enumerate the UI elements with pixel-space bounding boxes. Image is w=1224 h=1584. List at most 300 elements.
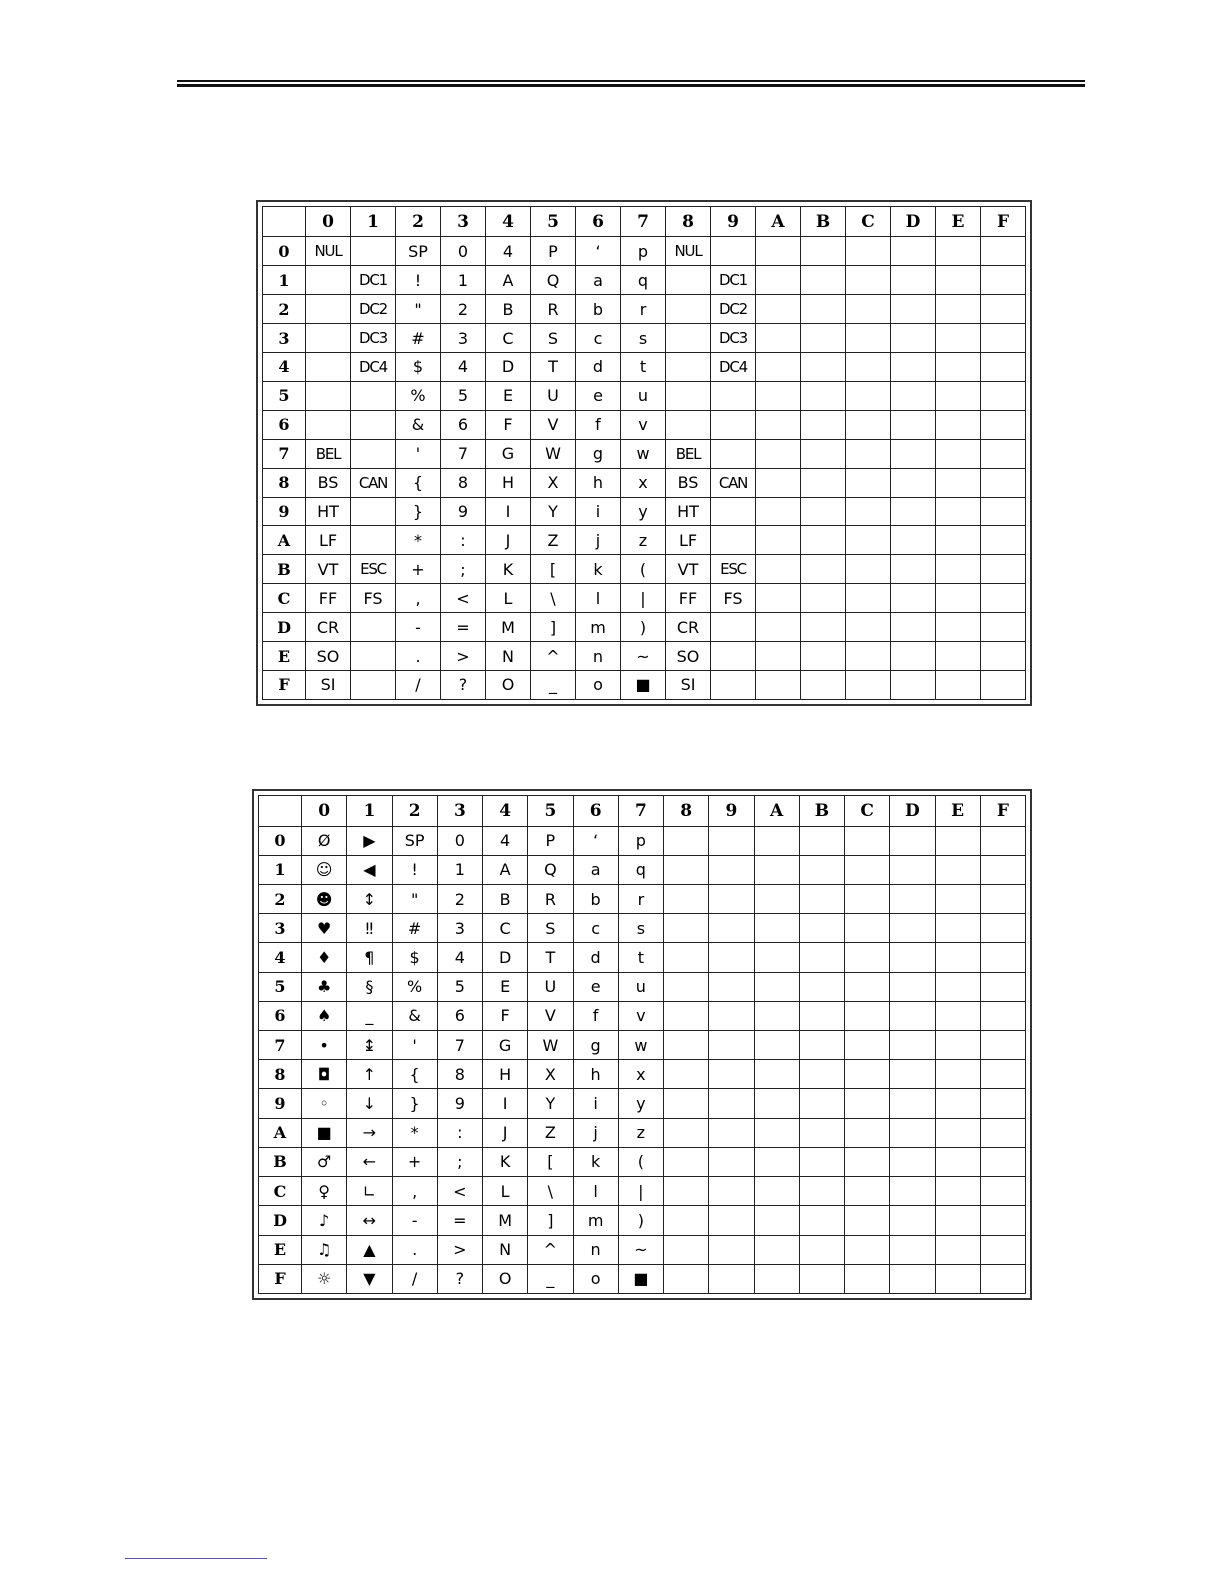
char-cell: % [392, 972, 437, 1001]
column-header: D [890, 796, 935, 827]
char-cell [981, 526, 1026, 555]
char-cell [801, 381, 846, 410]
char-cell: [ [531, 555, 576, 584]
char-cell [799, 1001, 844, 1030]
char-cell [936, 295, 981, 324]
char-cell [846, 295, 891, 324]
char-cell [936, 468, 981, 497]
char-cell: M [483, 1206, 528, 1235]
char-cell [754, 1177, 799, 1206]
char-cell: Q [531, 266, 576, 295]
char-cell: SO [666, 642, 711, 671]
char-cell [799, 826, 844, 855]
char-cell [936, 555, 981, 584]
char-cell: [ [528, 1147, 573, 1176]
table-row [259, 1001, 1026, 1030]
char-cell [351, 410, 396, 439]
char-cell [351, 526, 396, 555]
char-cell: * [396, 526, 441, 555]
char-cell: ) [621, 613, 666, 642]
char-cell [936, 381, 981, 410]
char-cell [801, 295, 846, 324]
column-header: D [891, 207, 936, 237]
char-cell: l [576, 584, 621, 613]
char-cell [709, 885, 754, 914]
char-cell: q [618, 855, 663, 884]
char-cell [980, 1235, 1025, 1264]
char-cell [709, 1235, 754, 1264]
char-cell [935, 885, 980, 914]
char-cell [846, 584, 891, 613]
char-cell: SO [306, 642, 351, 671]
char-cell: { [396, 468, 441, 497]
table-row [259, 972, 1026, 1001]
char-cell: W [531, 439, 576, 468]
char-cell: ‘ [576, 237, 621, 266]
code-table-1 [262, 206, 1026, 700]
row-header: 4 [263, 352, 306, 381]
char-cell [936, 352, 981, 381]
char-cell: < [437, 1177, 482, 1206]
char-cell: 4 [483, 826, 528, 855]
char-cell [891, 555, 936, 584]
char-cell: ‘ [573, 826, 618, 855]
char-cell [846, 410, 891, 439]
char-cell: 6 [437, 1001, 482, 1030]
char-cell [936, 266, 981, 295]
char-cell: K [486, 555, 531, 584]
row-header: 3 [259, 914, 302, 943]
char-cell: \ [528, 1177, 573, 1206]
table-row [263, 352, 1026, 381]
char-cell [756, 266, 801, 295]
char-cell [890, 972, 935, 1001]
char-cell: + [396, 555, 441, 584]
char-cell [801, 352, 846, 381]
column-header: 2 [396, 207, 441, 237]
char-cell: ESC [351, 555, 396, 584]
table-row [263, 526, 1026, 555]
char-cell [801, 526, 846, 555]
char-cell [709, 1001, 754, 1030]
char-cell: Z [528, 1118, 573, 1147]
char-cell [936, 497, 981, 526]
char-cell: - [396, 613, 441, 642]
char-cell [756, 497, 801, 526]
char-cell [936, 584, 981, 613]
char-cell [981, 584, 1026, 613]
char-cell [711, 613, 756, 642]
char-cell [709, 1264, 754, 1293]
char-cell [890, 885, 935, 914]
char-cell [754, 1118, 799, 1147]
char-cell: ↑ [347, 1060, 392, 1089]
char-cell [891, 410, 936, 439]
char-cell [981, 410, 1026, 439]
char-cell [799, 1060, 844, 1089]
char-cell: # [392, 914, 437, 943]
char-cell [936, 526, 981, 555]
char-cell: ♪ [302, 1206, 347, 1235]
char-cell: F [483, 1001, 528, 1030]
char-cell [306, 295, 351, 324]
column-header: C [845, 796, 890, 827]
char-cell: , [396, 584, 441, 613]
char-cell: BEL [666, 439, 711, 468]
char-cell [799, 1177, 844, 1206]
char-cell [890, 1089, 935, 1118]
char-cell [799, 1206, 844, 1235]
char-cell [754, 1147, 799, 1176]
char-cell: P [528, 826, 573, 855]
char-cell [799, 1264, 844, 1293]
char-cell [756, 439, 801, 468]
char-cell: CR [306, 613, 351, 642]
column-header: 0 [302, 796, 347, 827]
char-cell: 9 [441, 497, 486, 526]
char-cell: ? [441, 670, 486, 699]
char-cell: ♫ [302, 1235, 347, 1264]
char-cell: ~ [621, 642, 666, 671]
char-cell [799, 972, 844, 1001]
char-cell [935, 914, 980, 943]
char-cell [711, 237, 756, 266]
char-cell: C [483, 914, 528, 943]
char-cell [351, 670, 396, 699]
char-cell [711, 670, 756, 699]
char-cell [890, 1031, 935, 1060]
char-cell [980, 1118, 1025, 1147]
char-cell [801, 670, 846, 699]
char-cell [890, 914, 935, 943]
char-cell [935, 1060, 980, 1089]
char-cell: ← [347, 1147, 392, 1176]
char-cell [754, 943, 799, 972]
char-cell [846, 613, 891, 642]
char-cell: ♥ [302, 914, 347, 943]
char-cell: DC2 [711, 295, 756, 324]
column-header: 1 [347, 796, 392, 827]
char-cell: g [573, 1031, 618, 1060]
char-cell: _ [531, 670, 576, 699]
char-cell: ] [531, 613, 576, 642]
char-cell [891, 526, 936, 555]
char-cell: SP [392, 826, 437, 855]
char-cell: ^ [531, 642, 576, 671]
char-cell: ( [618, 1147, 663, 1176]
column-header: A [754, 796, 799, 827]
char-cell [845, 1177, 890, 1206]
char-cell [981, 555, 1026, 584]
char-cell [845, 1206, 890, 1235]
char-cell: H [486, 468, 531, 497]
row-header: 8 [263, 468, 306, 497]
char-cell [936, 439, 981, 468]
row-header: C [259, 1177, 302, 1206]
char-cell: F [486, 410, 531, 439]
char-cell: ■ [621, 670, 666, 699]
char-cell [890, 1001, 935, 1030]
char-cell [981, 381, 1026, 410]
table-row [263, 613, 1026, 642]
char-cell: • [302, 1031, 347, 1060]
char-cell [799, 1235, 844, 1264]
char-cell: _ [528, 1264, 573, 1293]
row-header: A [263, 526, 306, 555]
table-row [263, 642, 1026, 671]
char-cell: 5 [441, 381, 486, 410]
char-cell [351, 497, 396, 526]
char-cell [756, 381, 801, 410]
char-cell [664, 855, 709, 884]
char-cell: DC4 [351, 352, 396, 381]
column-header: B [801, 207, 846, 237]
table-row [263, 555, 1026, 584]
column-header: F [981, 207, 1026, 237]
char-cell [709, 1177, 754, 1206]
char-cell [664, 1089, 709, 1118]
char-cell [891, 613, 936, 642]
char-cell: O [483, 1264, 528, 1293]
table-row [259, 1177, 1026, 1206]
char-cell: ■ [302, 1118, 347, 1147]
row-header: F [259, 1264, 302, 1293]
char-cell [980, 1089, 1025, 1118]
char-cell [981, 468, 1026, 497]
char-cell: BS [306, 468, 351, 497]
char-cell: ☺ [302, 855, 347, 884]
char-cell: O [486, 670, 531, 699]
char-cell: ' [396, 439, 441, 468]
char-cell: a [576, 266, 621, 295]
char-cell [664, 1031, 709, 1060]
char-cell [799, 1147, 844, 1176]
row-header: 0 [259, 826, 302, 855]
char-cell: ♣ [302, 972, 347, 1001]
char-cell: f [576, 410, 621, 439]
char-cell [801, 642, 846, 671]
char-cell: . [392, 1235, 437, 1264]
char-cell: I [483, 1089, 528, 1118]
char-cell [351, 237, 396, 266]
char-cell: DC3 [711, 324, 756, 353]
char-cell [711, 526, 756, 555]
char-cell [935, 1235, 980, 1264]
char-cell [936, 237, 981, 266]
char-cell: 2 [437, 885, 482, 914]
char-cell [981, 237, 1026, 266]
char-cell: 6 [441, 410, 486, 439]
column-header: 4 [486, 207, 531, 237]
char-cell [980, 914, 1025, 943]
table-row [259, 1031, 1026, 1060]
char-cell: FS [711, 584, 756, 613]
char-cell: " [392, 885, 437, 914]
char-cell [935, 1089, 980, 1118]
char-cell [711, 410, 756, 439]
char-cell: i [576, 497, 621, 526]
row-header: 1 [259, 855, 302, 884]
char-cell [709, 972, 754, 1001]
char-cell: j [573, 1118, 618, 1147]
char-cell [846, 266, 891, 295]
char-cell: NUL [306, 237, 351, 266]
char-cell [846, 381, 891, 410]
char-cell [306, 410, 351, 439]
char-cell: V [531, 410, 576, 439]
char-cell: ☼ [302, 1264, 347, 1293]
char-cell [891, 324, 936, 353]
char-cell: v [621, 410, 666, 439]
table-row [259, 943, 1026, 972]
row-header: D [259, 1206, 302, 1235]
char-cell: l [573, 1177, 618, 1206]
char-cell [846, 352, 891, 381]
char-cell: y [618, 1089, 663, 1118]
table-row [259, 1089, 1026, 1118]
char-cell: J [483, 1118, 528, 1147]
char-cell [666, 324, 711, 353]
char-cell [664, 885, 709, 914]
column-header: 2 [392, 796, 437, 827]
char-cell [664, 972, 709, 1001]
char-cell [845, 1031, 890, 1060]
row-header: B [259, 1147, 302, 1176]
row-header: 3 [263, 324, 306, 353]
char-cell [891, 352, 936, 381]
char-cell: ↨ [347, 1031, 392, 1060]
row-header: 7 [263, 439, 306, 468]
char-cell: T [531, 352, 576, 381]
char-cell: z [618, 1118, 663, 1147]
char-cell [981, 439, 1026, 468]
char-cell: R [531, 295, 576, 324]
char-cell: 3 [441, 324, 486, 353]
char-cell: D [486, 352, 531, 381]
char-cell: k [573, 1147, 618, 1176]
table-row [263, 439, 1026, 468]
char-cell: w [618, 1031, 663, 1060]
char-cell [754, 972, 799, 1001]
char-cell: VT [666, 555, 711, 584]
char-cell [846, 439, 891, 468]
char-cell: { [392, 1060, 437, 1089]
char-cell [981, 497, 1026, 526]
char-cell [980, 885, 1025, 914]
row-header: 4 [259, 943, 302, 972]
row-header: 2 [259, 885, 302, 914]
char-cell [845, 826, 890, 855]
char-cell: m [576, 613, 621, 642]
table-row [263, 468, 1026, 497]
char-cell: P [531, 237, 576, 266]
char-cell [935, 1118, 980, 1147]
char-cell: = [437, 1206, 482, 1235]
char-cell [799, 885, 844, 914]
column-header: B [799, 796, 844, 827]
char-cell: 7 [437, 1031, 482, 1060]
table-row [259, 855, 1026, 884]
char-cell: x [621, 468, 666, 497]
char-cell: c [576, 324, 621, 353]
char-cell [936, 613, 981, 642]
char-cell: NUL [666, 237, 711, 266]
row-header: E [259, 1235, 302, 1264]
char-cell [801, 324, 846, 353]
char-cell: S [531, 324, 576, 353]
char-cell [754, 1206, 799, 1235]
char-cell: > [437, 1235, 482, 1264]
char-cell [666, 295, 711, 324]
char-cell [756, 352, 801, 381]
char-cell: G [486, 439, 531, 468]
char-cell: & [392, 1001, 437, 1030]
table-row [263, 324, 1026, 353]
char-cell: w [621, 439, 666, 468]
char-cell [935, 855, 980, 884]
row-header: 0 [263, 237, 306, 266]
row-header: C [263, 584, 306, 613]
char-cell [756, 324, 801, 353]
char-cell [799, 914, 844, 943]
char-cell: I [486, 497, 531, 526]
char-cell [664, 1001, 709, 1030]
char-cell: FF [666, 584, 711, 613]
table-row [259, 826, 1026, 855]
char-cell: } [392, 1089, 437, 1118]
char-cell: + [392, 1147, 437, 1176]
char-cell [845, 1089, 890, 1118]
char-cell [981, 642, 1026, 671]
char-cell [711, 497, 756, 526]
char-cell: ] [528, 1206, 573, 1235]
char-cell [801, 266, 846, 295]
row-header: F [263, 670, 306, 699]
char-cell [306, 266, 351, 295]
char-cell: t [621, 352, 666, 381]
char-cell: § [347, 972, 392, 1001]
column-header: E [935, 796, 980, 827]
char-cell: K [483, 1147, 528, 1176]
char-cell: v [618, 1001, 663, 1030]
char-cell [756, 555, 801, 584]
char-cell [664, 1177, 709, 1206]
char-cell [980, 1060, 1025, 1089]
char-cell [981, 266, 1026, 295]
char-cell [935, 826, 980, 855]
char-cell: S [528, 914, 573, 943]
char-cell: ! [396, 266, 441, 295]
char-cell [845, 914, 890, 943]
char-cell: E [483, 972, 528, 1001]
table-row [259, 914, 1026, 943]
char-cell [846, 670, 891, 699]
char-cell: p [618, 826, 663, 855]
char-cell [664, 1147, 709, 1176]
char-cell: > [441, 642, 486, 671]
char-cell: 4 [437, 943, 482, 972]
char-cell: 1 [437, 855, 482, 884]
char-cell: ESC [711, 555, 756, 584]
char-cell: ■ [618, 1264, 663, 1293]
char-cell: ? [437, 1264, 482, 1293]
char-cell [799, 943, 844, 972]
char-cell: 8 [441, 468, 486, 497]
char-cell: g [576, 439, 621, 468]
char-cell: DC1 [351, 266, 396, 295]
char-cell: ∟ [347, 1177, 392, 1206]
column-header: C [846, 207, 891, 237]
